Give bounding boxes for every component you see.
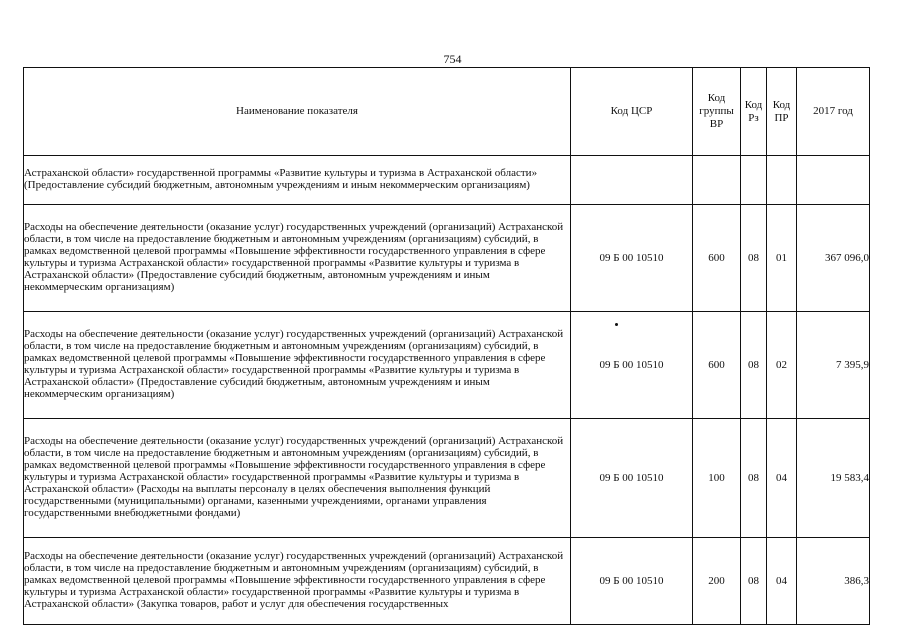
row-name: Расходы на обеспечение деятельности (оказание услуг) государственных учреждений (организаций) Астраханской области, в том числе на предоставление бюджетным и автономным учреждениям (организациям) субсидий, в рамках ведомственной целевой программы «Повышение эффективности государственного управления в сфере культуры и туризма Астраханской области» государственной программы «Развитие культуры и туризма в Астраханской области» (Предоставление субсидий бюджетным, автономным учреждениям и иным некоммерческим организациям) xyxy=(24,312,571,419)
table-row xyxy=(24,419,870,538)
row-rz: 08 xyxy=(741,419,767,538)
table-row xyxy=(24,312,870,419)
row-csr: 09 Б 00 10510 xyxy=(571,205,693,312)
table-header-row xyxy=(24,68,870,156)
table-row xyxy=(24,538,870,625)
row-pr: 02 xyxy=(767,312,797,419)
row-name: Расходы на обеспечение деятельности (оказание услуг) государственных учреждений (организаций) Астраханской области, в том числе на предоставление бюджетным и автономным учреждениям (организациям) субсидий, в рамках ведомственной целевой программы «Повышение эффективности государственного управления в сфере культуры и туризма Астраханской области» государственной программы «Развитие культуры и туризма в Астраханской области» (Закупка товаров, работ и услуг для обеспечения государственных xyxy=(24,538,571,625)
header-name: Наименование показателя xyxy=(24,68,571,156)
row-csr xyxy=(571,156,693,205)
scan-dot-mark xyxy=(615,323,618,326)
row-rz: 08 xyxy=(741,205,767,312)
row-name: Астраханской области» государственной программы «Развитие культуры и туризма в Астраханской области» (Предоставление субсидий бюджетным, автономным учреждениям и иным некоммерческим организациям) xyxy=(24,156,571,205)
row-name: Расходы на обеспечение деятельности (оказание услуг) государственных учреждений (организаций) Астраханской области, в том числе на предоставление бюджетным и автономным учреждениям (организациям) субсидий, в рамках ведомственной целевой программы «Повышение эффективности государственного управления в сфере культуры и туризма Астраханской области» государственной программы «Развитие культуры и туризма в Астраханской области» (Предоставление субсидий бюджетным, автономным учреждениям и иным некоммерческим организациям) xyxy=(24,205,571,312)
row-vr: 100 xyxy=(693,419,741,538)
header-vr: Код группы ВР xyxy=(693,68,741,156)
header-csr: Код ЦСР xyxy=(571,68,693,156)
row-amount: 7 395,9 xyxy=(797,312,870,419)
header-year: 2017 год xyxy=(797,68,870,156)
row-vr xyxy=(693,156,741,205)
row-vr: 600 xyxy=(693,205,741,312)
row-pr: 01 xyxy=(767,205,797,312)
page-number: 754 xyxy=(443,52,462,66)
header-rz: Код Рз xyxy=(741,68,767,156)
row-vr: 200 xyxy=(693,538,741,625)
table-row xyxy=(24,205,870,312)
row-pr xyxy=(767,156,797,205)
row-pr: 04 xyxy=(767,419,797,538)
row-pr: 04 xyxy=(767,538,797,625)
row-rz: 08 xyxy=(741,312,767,419)
row-csr: 09 Б 00 10510 xyxy=(571,419,693,538)
row-rz: 08 xyxy=(741,538,767,625)
row-rz xyxy=(741,156,767,205)
row-amount: 386,3 xyxy=(797,538,870,625)
row-name: Расходы на обеспечение деятельности (оказание услуг) государственных учреждений (организаций) Астраханской области, в том числе на предоставление бюджетным и автономным учреждениям (организациям) субсидий, в рамках ведомственной целевой программы «Повышение эффективности государственного управления в сфере культуры и туризма Астраханской области» государственной программы «Развитие культуры и туризма в Астраханской области» (Расходы на выплаты персоналу в целях обеспечения выполнения функций государственными (муниципальными) органами, казенными учреждениями, органами управления государственными внебюджетными фондами) xyxy=(24,419,571,538)
row-csr: 09 Б 00 10510 xyxy=(571,312,693,419)
table-row xyxy=(24,156,870,205)
budget-table xyxy=(23,67,870,625)
header-pr: Код ПР xyxy=(767,68,797,156)
row-amount xyxy=(797,156,870,205)
row-amount: 19 583,4 xyxy=(797,419,870,538)
row-amount: 367 096,0 xyxy=(797,205,870,312)
row-vr: 600 xyxy=(693,312,741,419)
row-csr: 09 Б 00 10510 xyxy=(571,538,693,625)
